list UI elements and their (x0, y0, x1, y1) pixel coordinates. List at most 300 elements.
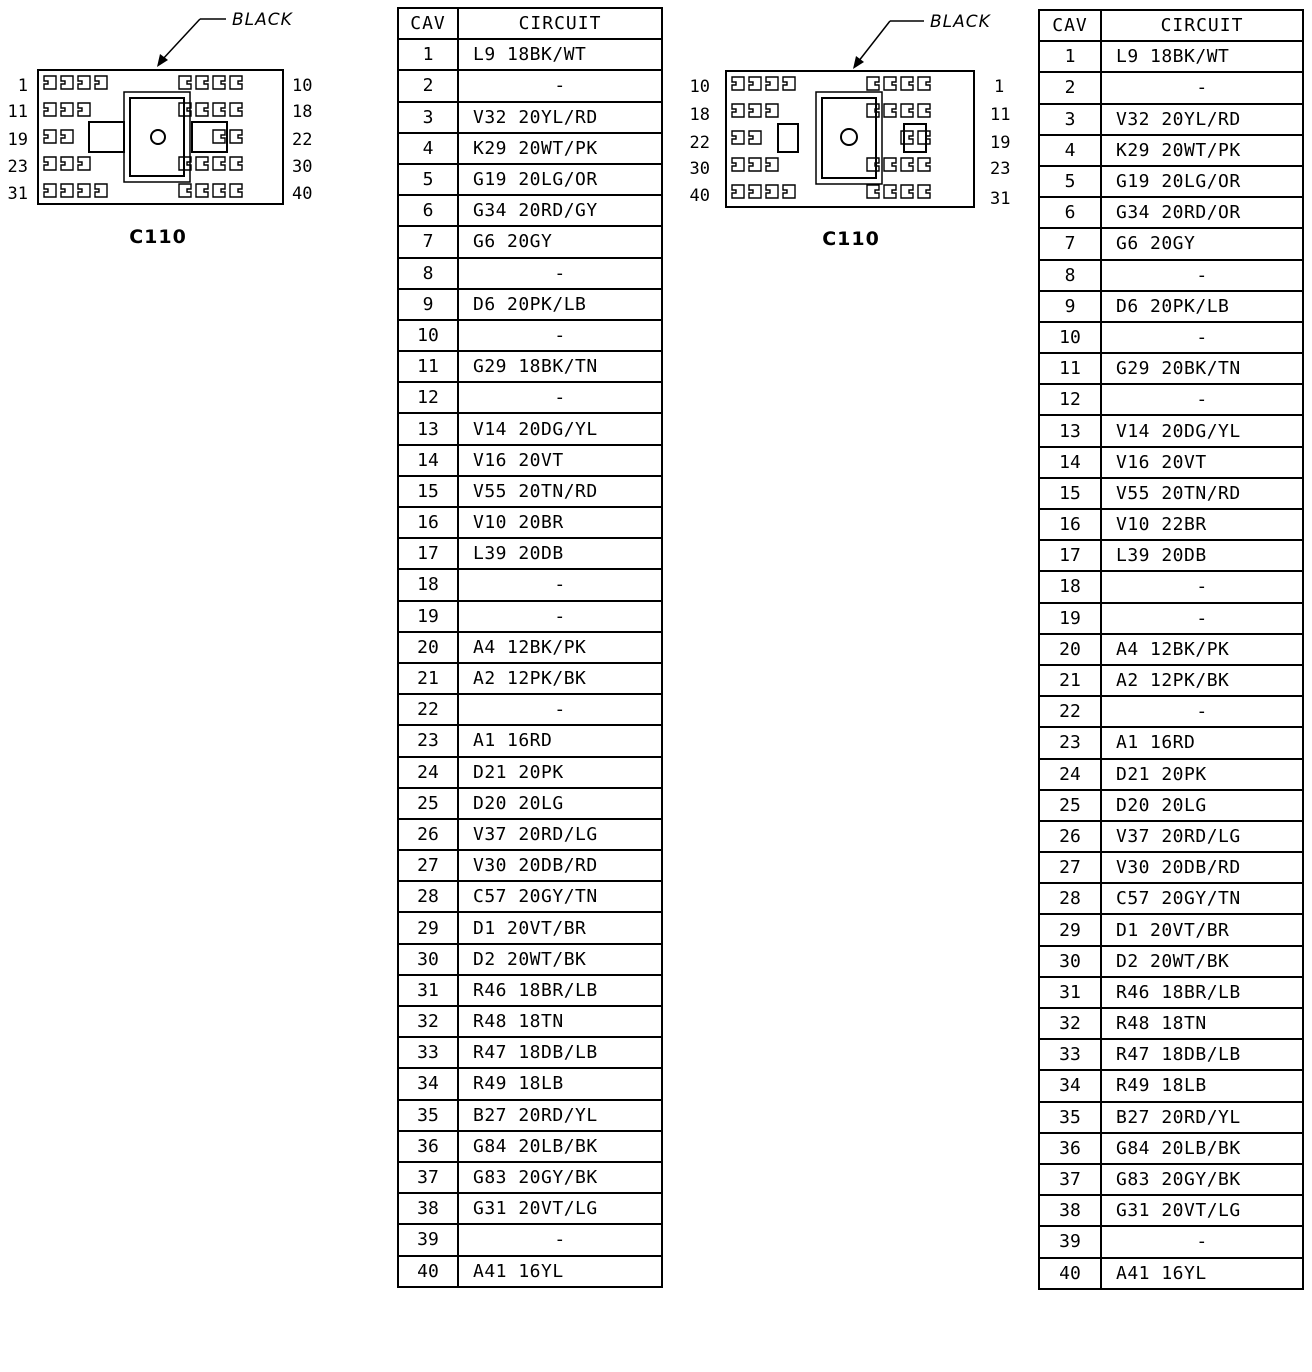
cav-cell: 12 (1039, 384, 1101, 415)
circuit-cell: - (1101, 1226, 1303, 1257)
cav-cell: 24 (398, 757, 458, 788)
circuit-cell: - (1101, 571, 1303, 602)
table-row (1039, 415, 1303, 446)
terminal-cavity (867, 104, 879, 117)
terminal-cavity (749, 77, 761, 90)
cav-cell: 38 (398, 1193, 458, 1224)
pin-number: 10 (292, 76, 313, 96)
cav-cell: 14 (398, 445, 458, 476)
pin-number: 23 (990, 159, 1011, 179)
circuit-cell: V37 20RD/LG (1101, 821, 1303, 852)
table-row (1039, 540, 1303, 571)
cav-cell: 29 (398, 912, 458, 943)
terminal-cavity (901, 185, 913, 198)
pin-number: 31 (990, 189, 1011, 209)
circuit-cell: - (458, 382, 662, 413)
table-row (1039, 696, 1303, 727)
cav-column-header: CAV (398, 8, 458, 39)
circuit-cell: R48 18TN (458, 1006, 662, 1037)
cav-cell: 17 (1039, 540, 1101, 571)
cav-cell: 26 (398, 819, 458, 850)
cav-cell: 33 (1039, 1039, 1101, 1070)
cav-cell: 14 (1039, 447, 1101, 478)
circuit-cell: D21 20PK (1101, 759, 1303, 790)
table-row (398, 413, 662, 444)
cav-cell: 33 (398, 1037, 458, 1068)
circuit-cell: R47 18DB/LB (458, 1037, 662, 1068)
circuit-cell: R46 18BR/LB (458, 975, 662, 1006)
cav-cell: 40 (1039, 1258, 1101, 1289)
cav-cell: 2 (1039, 72, 1101, 103)
table-row (398, 476, 662, 507)
table-row (1039, 1195, 1303, 1226)
table-row (1039, 447, 1303, 478)
cav-cell: 2 (398, 70, 458, 101)
circuit-cell: V55 20TN/RD (1101, 478, 1303, 509)
circuit-cell: R49 18LB (458, 1068, 662, 1099)
circuit-cell: A1 16RD (458, 725, 662, 756)
cav-cell: 37 (1039, 1164, 1101, 1195)
pin-number: 1 (17, 76, 28, 96)
cav-cell: 3 (1039, 104, 1101, 135)
cav-cell: 32 (1039, 1008, 1101, 1039)
terminal-cavity (901, 104, 913, 117)
circuit-cell: B27 20RD/YL (1101, 1102, 1303, 1133)
cav-cell: 1 (398, 39, 458, 70)
circuit-cell: - (458, 70, 662, 101)
pin-number: 23 (7, 157, 28, 177)
table-row (1039, 1070, 1303, 1101)
cav-cell: 34 (398, 1068, 458, 1099)
circuit-cell: - (1101, 384, 1303, 415)
table-row (1039, 852, 1303, 883)
circuit-cell: D2 20WT/BK (458, 944, 662, 975)
circuit-cell: - (458, 258, 662, 289)
cav-cell: 28 (1039, 883, 1101, 914)
circuit-cell: V14 20DG/YL (458, 413, 662, 444)
cav-cell: 7 (398, 226, 458, 257)
circuit-cell: R48 18TN (1101, 1008, 1303, 1039)
table-row (1039, 72, 1303, 103)
table-row (398, 1256, 662, 1287)
cav-cell: 8 (398, 258, 458, 289)
circuit-cell: K29 20WT/PK (1101, 135, 1303, 166)
table-row (1039, 571, 1303, 602)
cav-cell: 22 (398, 694, 458, 725)
terminal-cavity (867, 158, 879, 171)
cav-cell: 34 (1039, 1070, 1101, 1101)
circuit-cell: D20 20LG (458, 788, 662, 819)
terminal-cavity (918, 77, 930, 90)
circuit-cell: L9 18BK/WT (458, 39, 662, 70)
circuit-cell: A41 16YL (1101, 1258, 1303, 1289)
circuit-cell: - (458, 601, 662, 632)
circuit-cell: G84 20LB/BK (458, 1131, 662, 1162)
table-row (1039, 228, 1303, 259)
cav-cell: 25 (398, 788, 458, 819)
terminal-cavity (901, 131, 913, 144)
terminal-cavity (766, 158, 778, 171)
color-label: BLACK (930, 12, 991, 32)
table-row (1039, 790, 1303, 821)
table-row (398, 351, 662, 382)
cav-cell: 21 (398, 663, 458, 694)
cav-cell: 19 (398, 601, 458, 632)
terminal-cavity (766, 185, 778, 198)
cav-cell: 11 (1039, 353, 1101, 384)
circuit-cell: D6 20PK/LB (1101, 291, 1303, 322)
table-row (1039, 322, 1303, 353)
cav-cell: 39 (1039, 1226, 1101, 1257)
circuit-cell: A1 16RD (1101, 727, 1303, 758)
cav-cell: 1 (1039, 41, 1101, 72)
table-row (398, 70, 662, 101)
circuit-cell: L39 20DB (1101, 540, 1303, 571)
table-row (398, 975, 662, 1006)
table-row (398, 788, 662, 819)
pin-number: 40 (292, 184, 313, 204)
table-row (1039, 946, 1303, 977)
table-row (1039, 260, 1303, 291)
table-row (398, 507, 662, 538)
circuit-cell: - (1101, 603, 1303, 634)
table-row (398, 757, 662, 788)
terminal-cavity (867, 185, 879, 198)
table-row (398, 694, 662, 725)
circuit-cell: C57 20GY/TN (458, 881, 662, 912)
cav-cell: 40 (398, 1256, 458, 1287)
cav-cell: 26 (1039, 821, 1101, 852)
cav-cell: 21 (1039, 665, 1101, 696)
cav-cell: 23 (1039, 727, 1101, 758)
table-row (398, 195, 662, 226)
pin-number: 1 (994, 77, 1005, 97)
circuit-column-header: CIRCUIT (458, 8, 662, 39)
cavity-circuit-table-right (1038, 9, 1304, 1290)
table-row (1039, 478, 1303, 509)
cav-cell: 39 (398, 1224, 458, 1255)
table-row (398, 445, 662, 476)
table-row (398, 819, 662, 850)
circuit-cell: G84 20LB/BK (1101, 1133, 1303, 1164)
table-row (398, 382, 662, 413)
cav-cell: 16 (398, 507, 458, 538)
cav-cell: 32 (398, 1006, 458, 1037)
terminal-cavity (783, 185, 795, 198)
cav-cell: 17 (398, 538, 458, 569)
table-row (1039, 603, 1303, 634)
table-row (398, 1037, 662, 1068)
circuit-cell: G31 20VT/LG (458, 1193, 662, 1224)
pin-number: 22 (292, 130, 313, 150)
cav-cell: 4 (1039, 135, 1101, 166)
table-row (1039, 1133, 1303, 1164)
terminal-cavity (884, 185, 896, 198)
circuit-cell: V16 20VT (1101, 447, 1303, 478)
circuit-cell: R46 18BR/LB (1101, 977, 1303, 1008)
cav-cell: 18 (398, 569, 458, 600)
table-row (398, 1224, 662, 1255)
cav-cell: 3 (398, 102, 458, 133)
table-row (1039, 1164, 1303, 1195)
cav-cell: 18 (1039, 571, 1101, 602)
circuit-cell: G29 18BK/TN (458, 351, 662, 382)
cav-cell: 22 (1039, 696, 1101, 727)
cav-cell: 20 (398, 632, 458, 663)
cav-cell: 28 (398, 881, 458, 912)
circuit-cell: G6 20GY (458, 226, 662, 257)
cav-cell: 16 (1039, 509, 1101, 540)
table-row (398, 1131, 662, 1162)
cavity-circuit-table-left (397, 7, 663, 1288)
table-row (398, 39, 662, 70)
connector-name: C110 (129, 226, 187, 248)
circuit-cell: A4 12BK/PK (458, 632, 662, 663)
cav-cell: 7 (1039, 228, 1101, 259)
table-row (1039, 384, 1303, 415)
cav-cell: 4 (398, 133, 458, 164)
pin-number: 30 (689, 159, 710, 179)
table-row (1039, 135, 1303, 166)
circuit-cell: - (458, 569, 662, 600)
circuit-cell: K29 20WT/PK (458, 133, 662, 164)
circuit-cell: G19 20LG/OR (1101, 166, 1303, 197)
circuit-cell: A41 16YL (458, 1256, 662, 1287)
terminal-cavity (749, 131, 761, 144)
cav-cell: 24 (1039, 759, 1101, 790)
cav-cell: 13 (398, 413, 458, 444)
connector-name: C110 (822, 228, 880, 250)
pin-number: 31 (7, 184, 28, 204)
table-row (398, 258, 662, 289)
cav-cell: 10 (398, 320, 458, 351)
table-row (398, 850, 662, 881)
terminal-cavity (749, 185, 761, 198)
cav-cell: 23 (398, 725, 458, 756)
table-row (1039, 634, 1303, 665)
cav-cell: 31 (1039, 977, 1101, 1008)
terminal-cavity (783, 77, 795, 90)
table-row (1039, 353, 1303, 384)
pin-number: 11 (7, 102, 28, 122)
pin-number: 19 (990, 133, 1011, 153)
circuit-cell: V10 20BR (458, 507, 662, 538)
table-row (398, 912, 662, 943)
circuit-cell: C57 20GY/TN (1101, 883, 1303, 914)
cav-cell: 13 (1039, 415, 1101, 446)
table-row (1039, 759, 1303, 790)
circuit-cell: D2 20WT/BK (1101, 946, 1303, 977)
table-row (398, 226, 662, 257)
pin-number: 30 (292, 157, 313, 177)
circuit-cell: R47 18DB/LB (1101, 1039, 1303, 1070)
terminal-cavity (918, 104, 930, 117)
circuit-cell: V16 20VT (458, 445, 662, 476)
table-row (398, 320, 662, 351)
circuit-cell: G31 20VT/LG (1101, 1195, 1303, 1226)
circuit-cell: V14 20DG/YL (1101, 415, 1303, 446)
table-row (1039, 1008, 1303, 1039)
table-row (398, 538, 662, 569)
color-label: BLACK (232, 10, 293, 30)
table-row (398, 881, 662, 912)
circuit-cell: A2 12PK/BK (458, 663, 662, 694)
table-row (1039, 166, 1303, 197)
circuit-cell: V30 20DB/RD (1101, 852, 1303, 883)
cav-cell: 25 (1039, 790, 1101, 821)
terminal-cavity (732, 104, 744, 117)
terminal-cavity (867, 77, 879, 90)
cav-cell: 30 (1039, 946, 1101, 977)
table-row (398, 601, 662, 632)
terminal-cavity (732, 77, 744, 90)
terminal-cavity (884, 158, 896, 171)
terminal-cavity (732, 185, 744, 198)
circuit-cell: R49 18LB (1101, 1070, 1303, 1101)
table-row (398, 944, 662, 975)
circuit-cell: V37 20RD/LG (458, 819, 662, 850)
table-row (398, 164, 662, 195)
table-row (1039, 197, 1303, 228)
table-row (1039, 1102, 1303, 1133)
circuit-cell: - (458, 320, 662, 351)
table-row (1039, 1039, 1303, 1070)
cav-cell: 9 (1039, 291, 1101, 322)
circuit-cell: - (458, 694, 662, 725)
terminal-cavity (749, 158, 761, 171)
circuit-cell: G29 20BK/TN (1101, 353, 1303, 384)
terminal-cavity (732, 158, 744, 171)
circuit-cell: L39 20DB (458, 538, 662, 569)
terminal-cavity (884, 77, 896, 90)
circuit-cell: - (1101, 260, 1303, 291)
table-row (398, 1068, 662, 1099)
circuit-cell: V32 20YL/RD (1101, 104, 1303, 135)
table-row (1039, 104, 1303, 135)
cav-cell: 11 (398, 351, 458, 382)
circuit-cell: A2 12PK/BK (1101, 665, 1303, 696)
cav-cell: 38 (1039, 1195, 1101, 1226)
table-header-row (1039, 10, 1303, 41)
circuit-cell: A4 12BK/PK (1101, 634, 1303, 665)
pin-grid (732, 77, 930, 198)
cav-cell: 36 (1039, 1133, 1101, 1164)
table-row (398, 1162, 662, 1193)
pin-number: 40 (689, 186, 710, 206)
circuit-cell: G6 20GY (1101, 228, 1303, 259)
cav-cell: 5 (398, 164, 458, 195)
pin-number: 22 (689, 133, 710, 153)
cav-cell: 35 (1039, 1102, 1101, 1133)
table-row (398, 663, 662, 694)
circuit-cell: - (1101, 72, 1303, 103)
cav-cell: 31 (398, 975, 458, 1006)
circuit-cell: D1 20VT/BR (458, 912, 662, 943)
circuit-cell: D1 20VT/BR (1101, 914, 1303, 945)
table-row (1039, 665, 1303, 696)
terminal-cavity (766, 104, 778, 117)
terminal-cavity (749, 104, 761, 117)
terminal-cavity (766, 77, 778, 90)
cav-cell: 35 (398, 1100, 458, 1131)
table-row (1039, 821, 1303, 852)
table-row (398, 632, 662, 663)
circuit-cell: V30 20DB/RD (458, 850, 662, 881)
table-row (1039, 41, 1303, 72)
circuit-cell: G19 20LG/OR (458, 164, 662, 195)
terminal-cavity (918, 185, 930, 198)
terminal-cavity (732, 131, 744, 144)
cav-cell: 30 (398, 944, 458, 975)
cav-cell: 36 (398, 1131, 458, 1162)
cav-cell: 27 (1039, 852, 1101, 883)
cav-cell: 6 (398, 195, 458, 226)
circuit-column-header: CIRCUIT (1101, 10, 1303, 41)
terminal-cavity (884, 104, 896, 117)
cav-cell: 27 (398, 850, 458, 881)
cav-cell: 5 (1039, 166, 1101, 197)
circuit-cell: V10 22BR (1101, 509, 1303, 540)
circuit-cell: G83 20GY/BK (1101, 1164, 1303, 1195)
cav-cell: 6 (1039, 197, 1101, 228)
cav-cell: 29 (1039, 914, 1101, 945)
table-row (398, 569, 662, 600)
cav-cell: 8 (1039, 260, 1101, 291)
table-row (1039, 1226, 1303, 1257)
table-row (1039, 977, 1303, 1008)
table-row (398, 1100, 662, 1131)
terminal-cavity (918, 158, 930, 171)
table-row (398, 725, 662, 756)
circuit-cell: L9 18BK/WT (1101, 41, 1303, 72)
cav-cell: 15 (1039, 478, 1101, 509)
table-row (1039, 509, 1303, 540)
pin-number: 18 (689, 105, 710, 125)
pin-number: 18 (292, 102, 313, 122)
table-row (398, 133, 662, 164)
table-row (1039, 727, 1303, 758)
circuit-cell: D20 20LG (1101, 790, 1303, 821)
circuit-cell: - (1101, 696, 1303, 727)
table-row (1039, 1258, 1303, 1289)
circuit-cell: G34 20RD/OR (1101, 197, 1303, 228)
cav-cell: 12 (398, 382, 458, 413)
table-row (398, 102, 662, 133)
cav-column-header: CAV (1039, 10, 1101, 41)
table-row (1039, 883, 1303, 914)
terminal-cavity (901, 77, 913, 90)
cav-cell: 19 (1039, 603, 1101, 634)
circuit-cell: V55 20TN/RD (458, 476, 662, 507)
circuit-cell: G83 20GY/BK (458, 1162, 662, 1193)
circuit-cell: - (1101, 322, 1303, 353)
table-row (1039, 291, 1303, 322)
table-row (398, 1193, 662, 1224)
terminal-cavity (918, 131, 930, 144)
cav-cell: 37 (398, 1162, 458, 1193)
cav-cell: 9 (398, 289, 458, 320)
circuit-cell: B27 20RD/YL (458, 1100, 662, 1131)
table-header-row (398, 8, 662, 39)
pin-number: 11 (990, 105, 1011, 125)
circuit-cell: D21 20PK (458, 757, 662, 788)
pin-number: 10 (689, 77, 710, 97)
terminal-cavity (901, 158, 913, 171)
circuit-cell: - (458, 1224, 662, 1255)
table-row (398, 289, 662, 320)
cav-cell: 20 (1039, 634, 1101, 665)
pin-number: 19 (7, 130, 28, 150)
